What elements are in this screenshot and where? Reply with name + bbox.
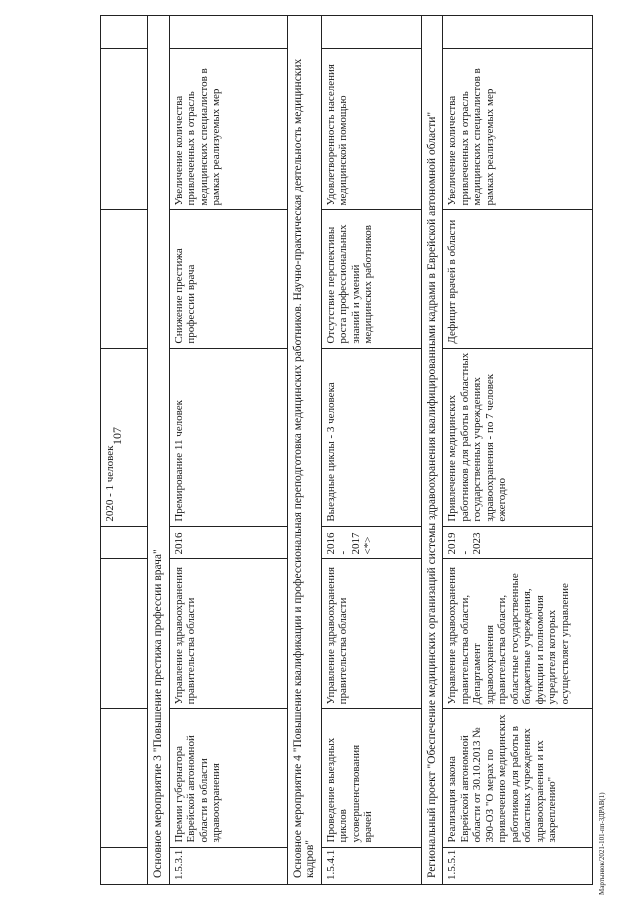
- table-row: [169, 16, 287, 885]
- row-years: 2016: [169, 526, 287, 559]
- footer-note: Мартынюк/2021-101-пп-ЗДРАВ(1): [598, 792, 606, 895]
- row-result: Выездные циклы - 3 человека: [321, 348, 421, 526]
- landscape-sheet: [100, 15, 620, 885]
- section-title: Региональный проект "Обеспечение медицинских организаций системы здравоохранения квалифицированными кадрами в Еврейской автономной области": [421, 16, 443, 885]
- row-indicator: Удовлетворенность населения медицинской помощью: [321, 48, 421, 210]
- row-indicator: Увеличение количества привлеченных в отрасль медицинских специалистов в рамках реализуемых мер: [169, 48, 287, 210]
- table-row: [443, 16, 593, 885]
- row-number: 1.5.3.1: [169, 847, 287, 884]
- row-number: 1.5.4.1: [321, 847, 421, 884]
- section-header: [287, 16, 321, 885]
- row-years: 2019 - 2023: [443, 526, 593, 559]
- section-header: [421, 16, 443, 885]
- row-responsible: Управление здравоохранения правительства области: [169, 559, 287, 709]
- row-responsible: Управление здравоохранения правительства области: [321, 559, 421, 709]
- section-header: [148, 16, 170, 885]
- section-title: Основное мероприятие 4 "Повышение квалификации и профессиональная переподготовка медицинских работников. Научно-практическая деятельность медицинских кадров": [287, 16, 321, 885]
- row-responsible: Управление здравоохранения правительства области, Департамент здравоохранения правительства области, областные государственные бюджетные учреждения, функции и полномочия учредителя которых осуществляет управление: [443, 559, 593, 709]
- table-row: [321, 16, 421, 885]
- row-number: 1.5.5.1: [443, 847, 593, 884]
- row-result: Привлечение медицинских работников для работы в областных государственных учреждениях здравоохранения - по 7 человек ежегодно: [443, 348, 593, 526]
- row-name: Реализация закона Еврейской автономной области от 30.10.2013 № 390-ОЗ "О мерах по привлечению медицинских работников для работы в областных учреждениях здравоохранения и их закреплению": [443, 709, 593, 847]
- row-years: 2016 - 2017 <*>: [321, 526, 421, 559]
- row-risk: Отсутствие перспективы роста профессиональных знаний и умений медицинских работников: [321, 210, 421, 348]
- row-risk: Дефицит врачей в области: [443, 210, 593, 348]
- continued-row: [101, 16, 148, 885]
- page-number: 107: [110, 427, 124, 445]
- row-result: Премирование 11 человек: [169, 348, 287, 526]
- program-table: [100, 15, 593, 885]
- row-name: Премии губернатора Еврейской автономной области в области здравоохранения: [169, 709, 287, 847]
- continued-result: 2020 - 1 человек: [101, 348, 148, 526]
- row-indicator: Увеличение количества привлеченных в отрасль медицинских специалистов в рамках реализуемых мер: [443, 48, 593, 210]
- row-name: Проведение выездных циклов усовершенствования врачей: [321, 709, 421, 847]
- row-risk: Снижение престижа профессии врача: [169, 210, 287, 348]
- section-title: Основное мероприятие 3 "Повышение престижа профессии врача": [148, 16, 170, 885]
